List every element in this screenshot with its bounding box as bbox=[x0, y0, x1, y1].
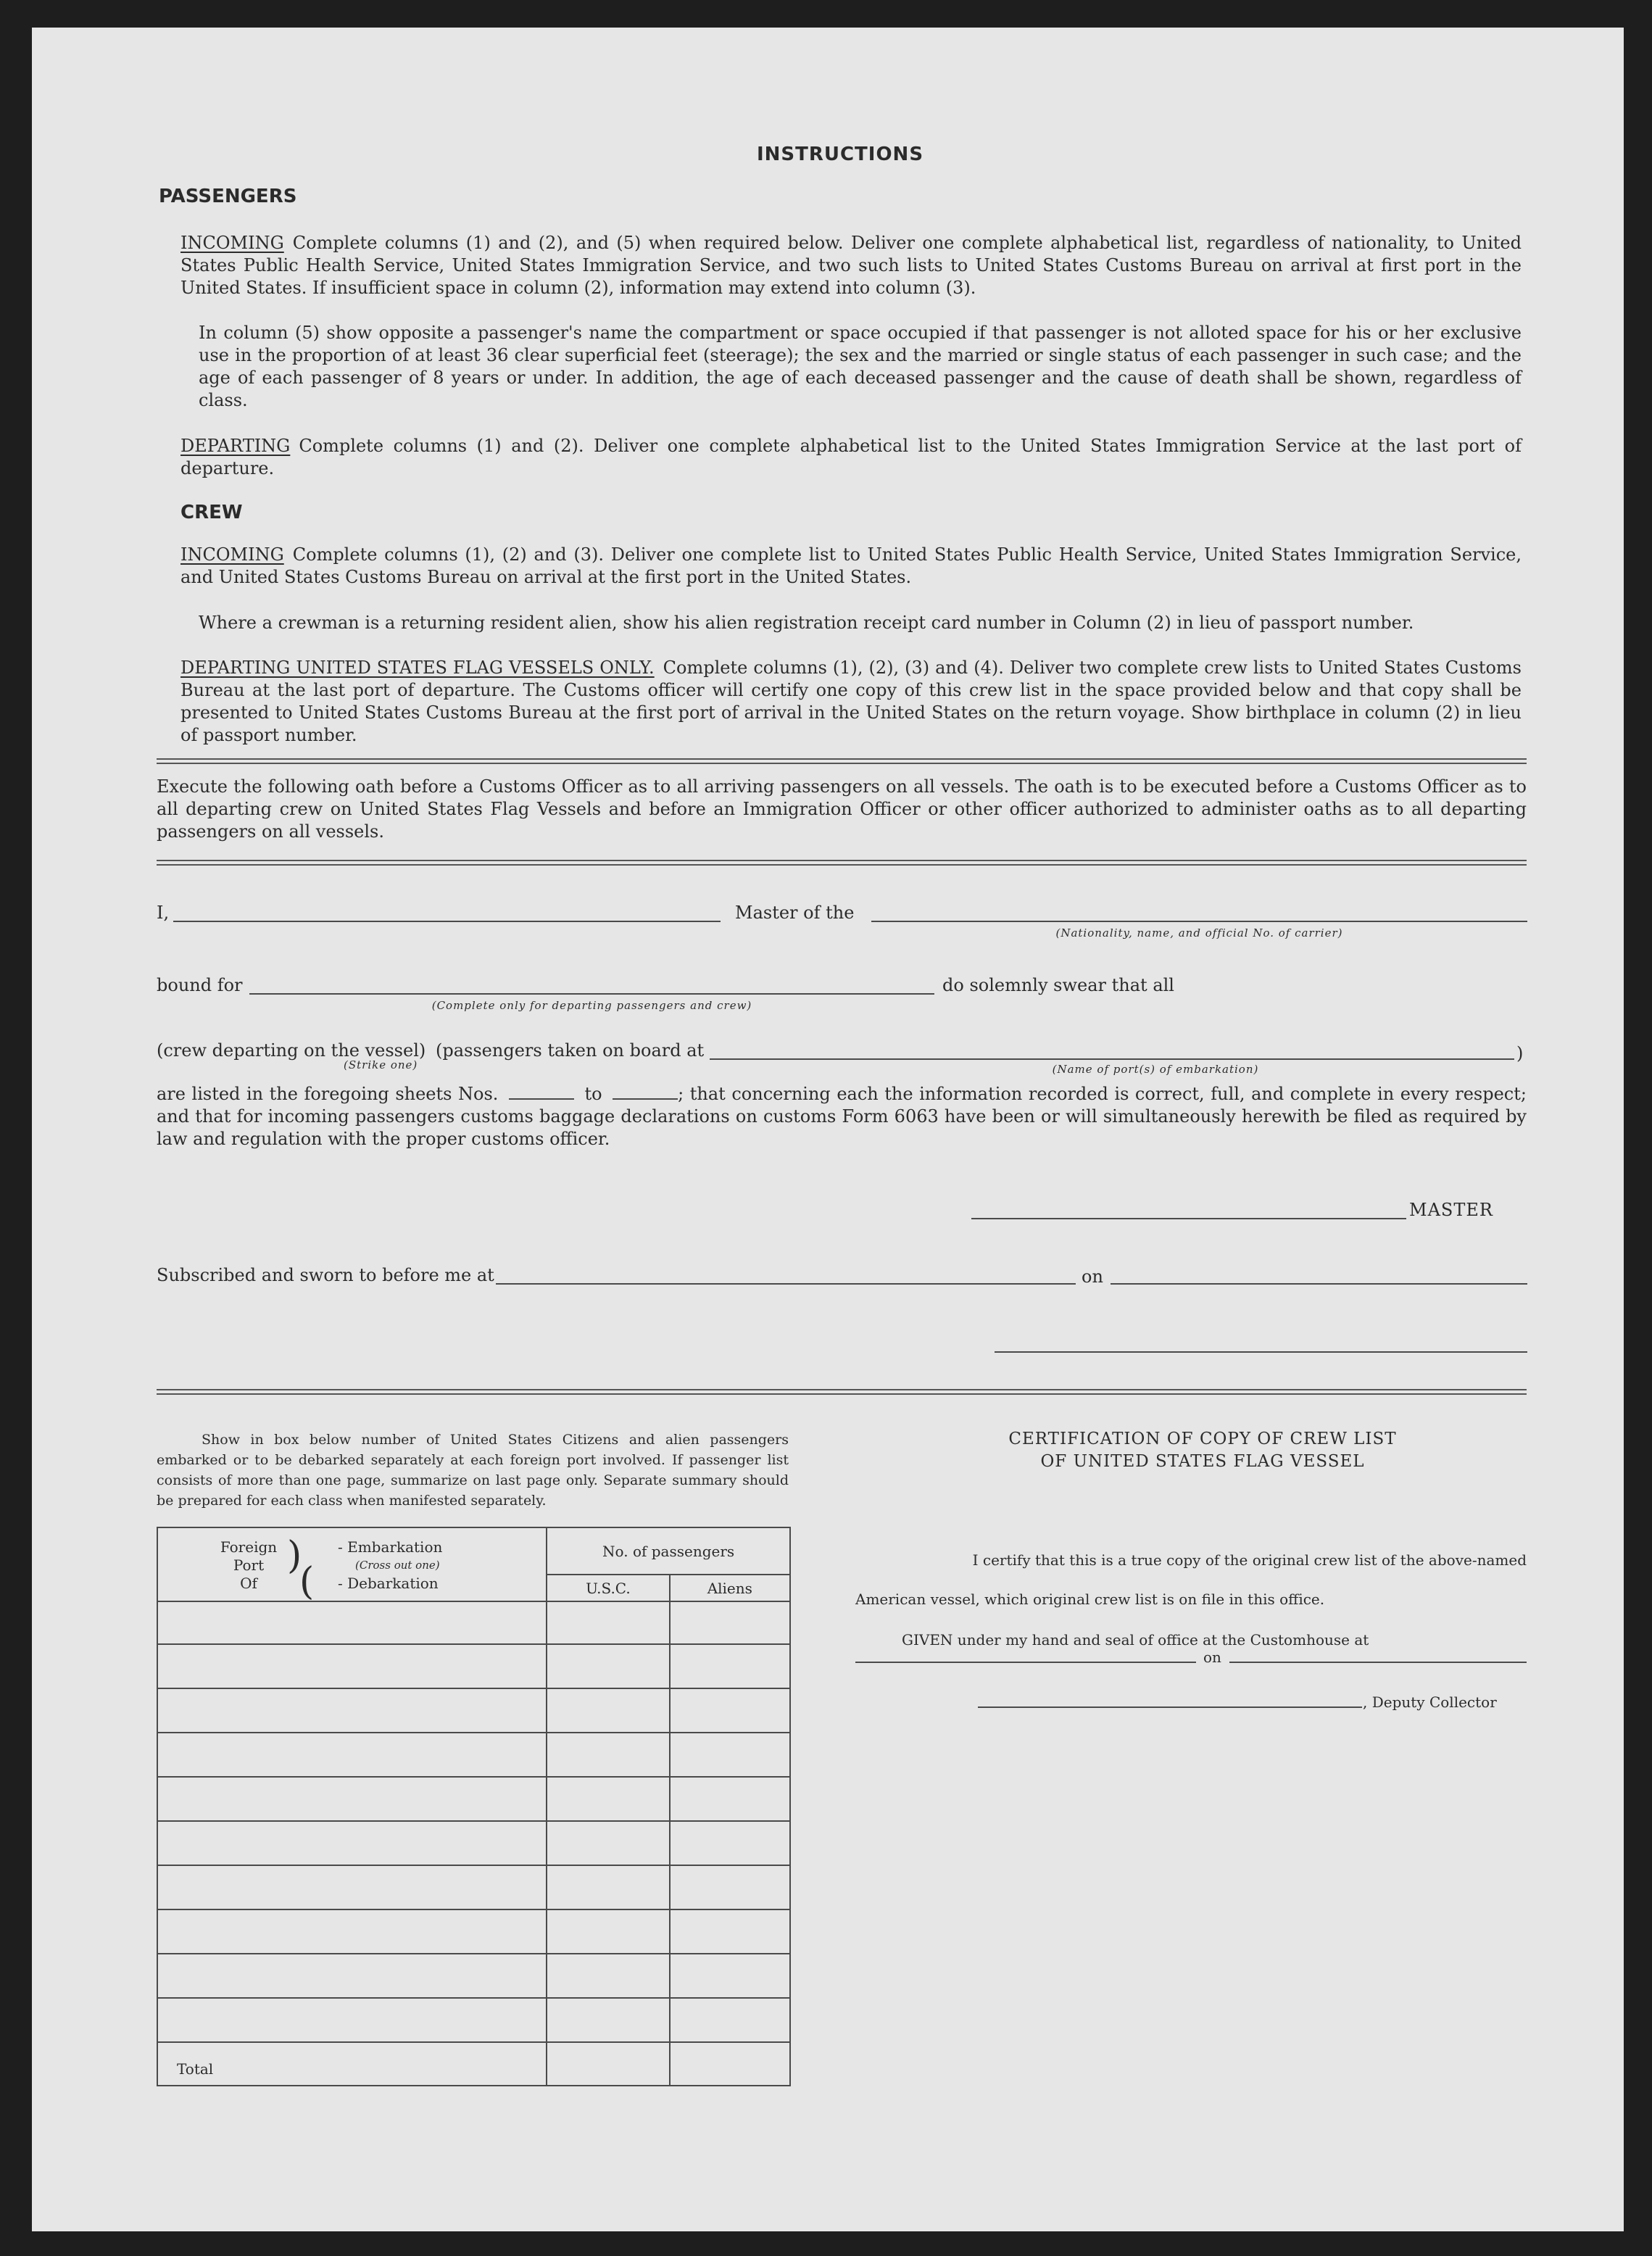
crew-departing-text: Complete columns (1), (2), (3) and (4). Deliver two complete crew lists to United States Customs Bureau at the last port of departure. The Customs officer will certify one copy of this crew list in the space provided below and that copy shall be presented to United States Customs Bureau at the first port of arrival in the United States on the return voyage. Show birthplace in column (2) in lieu of passport number. bbox=[180, 658, 1522, 745]
port-cell[interactable] bbox=[157, 1998, 547, 2042]
crew-departing-label: DEPARTING UNITED STATES FLAG VESSELS ONLY. bbox=[180, 658, 655, 678]
aliens-cell[interactable] bbox=[670, 1644, 790, 1688]
passengers-incoming-paragraph bbox=[180, 232, 1522, 299]
deputy-collector-label: , Deputy Collector bbox=[1363, 1693, 1497, 1711]
customhouse-field[interactable] bbox=[855, 1662, 1196, 1663]
certify-paragraph bbox=[157, 1083, 1527, 1150]
certification-title-line2: OF UNITED STATES FLAG VESSEL bbox=[1040, 1452, 1365, 1471]
of-label: Of bbox=[240, 1575, 257, 1592]
cert-date-field[interactable] bbox=[1229, 1662, 1527, 1663]
table-row bbox=[157, 1865, 790, 1909]
total-row bbox=[157, 2042, 790, 2086]
aliens-cell[interactable] bbox=[670, 1909, 790, 1954]
passengers-departing-label: DEPARTING bbox=[180, 436, 291, 456]
passengers-incoming-text: Complete columns (1) and (2), and (5) when required below. Deliver one complete alphabetical list, regardless of nationality, to United States Public Health Service, United States Immigration Service, and two such lists to United States Customs Bureau on arrival at first port in the United States. If insufficient space in column (2), information may extend into column (3). bbox=[180, 233, 1522, 298]
passengers-heading: PASSENGERS bbox=[159, 186, 297, 207]
aliens-cell[interactable] bbox=[670, 1688, 790, 1733]
cert-on-label: on bbox=[1203, 1649, 1221, 1666]
usc-total-cell[interactable] bbox=[547, 2042, 669, 2086]
embarkation-option[interactable]: - Embarkation bbox=[338, 1538, 443, 1556]
port-cell[interactable] bbox=[157, 1733, 547, 1777]
bound-for-field[interactable] bbox=[249, 993, 934, 995]
crew-incoming-paragraph bbox=[180, 544, 1522, 589]
passenger-summary-table bbox=[157, 1527, 791, 2086]
aliens-cell[interactable] bbox=[670, 1865, 790, 1909]
port-cell[interactable] bbox=[157, 1909, 547, 1954]
aliens-cell[interactable] bbox=[670, 1601, 790, 1644]
officer-signature-field[interactable] bbox=[995, 1351, 1527, 1353]
section-divider bbox=[157, 1389, 1527, 1395]
master-label: MASTER bbox=[1409, 1200, 1493, 1220]
aliens-cell[interactable] bbox=[670, 1954, 790, 1998]
table-row bbox=[157, 1733, 790, 1777]
strike-caption: (Strike one) bbox=[344, 1058, 418, 1071]
port-cell[interactable] bbox=[157, 1601, 547, 1644]
sworn-location-field[interactable] bbox=[496, 1283, 1076, 1285]
table-row bbox=[157, 1688, 790, 1733]
crew-heading: CREW bbox=[180, 502, 243, 523]
port-cell[interactable] bbox=[157, 1777, 547, 1821]
usc-cell[interactable] bbox=[547, 1821, 669, 1865]
crew-incoming-label: INCOMING bbox=[180, 544, 284, 565]
master-of-label: Master of the bbox=[735, 903, 855, 923]
usc-cell[interactable] bbox=[547, 1998, 669, 2042]
cross-out-caption: (Cross out one) bbox=[355, 1559, 440, 1572]
port-cell[interactable] bbox=[157, 1865, 547, 1909]
usc-cell[interactable] bbox=[547, 1909, 669, 1954]
port-cell[interactable] bbox=[157, 1954, 547, 1998]
usc-cell[interactable] bbox=[547, 1954, 669, 1998]
aliens-cell[interactable] bbox=[670, 1998, 790, 2042]
passengers-incoming-label: INCOMING bbox=[180, 233, 284, 253]
aliens-cell[interactable] bbox=[670, 1821, 790, 1865]
aliens-cell[interactable] bbox=[670, 1777, 790, 1821]
deputy-signature-field[interactable] bbox=[978, 1706, 1362, 1708]
sheet-from-field[interactable] bbox=[509, 1087, 574, 1100]
swear-label: do solemnly swear that all bbox=[942, 975, 1174, 995]
ports-caption: (Name of port(s) of embarkation) bbox=[1052, 1063, 1259, 1076]
certify-line1: I certify that this is a true copy of the original crew list of the above-named bbox=[972, 1551, 1527, 1569]
passengers-taken-option: (passengers taken on board at bbox=[436, 1040, 705, 1061]
listed-label: are listed in the foregoing sheets Nos. bbox=[157, 1084, 499, 1104]
usc-header: U.S.C. bbox=[547, 1575, 669, 1601]
section-divider bbox=[157, 860, 1527, 866]
sworn-on-label: on bbox=[1082, 1266, 1103, 1287]
total-label: Total bbox=[157, 2042, 547, 2086]
crew-departing-option: (crew departing on the vessel) bbox=[157, 1040, 426, 1061]
debarkation-option[interactable]: - Debarkation bbox=[338, 1575, 439, 1592]
form-sheet bbox=[32, 28, 1624, 2231]
usc-cell[interactable] bbox=[547, 1865, 669, 1909]
crew-departing-paragraph bbox=[180, 657, 1522, 747]
foreign-port-header bbox=[157, 1527, 547, 1604]
no-passengers-header: No. of passengers bbox=[547, 1527, 790, 1575]
sheet-to-field[interactable] bbox=[613, 1087, 678, 1100]
foreign-label: Foreign bbox=[220, 1538, 278, 1556]
section-divider bbox=[157, 758, 1527, 764]
master-name-field[interactable] bbox=[173, 921, 721, 922]
usc-cell[interactable] bbox=[547, 1777, 669, 1821]
crew-resident-paragraph: Where a crewman is a returning resident alien, show his alien registration receipt card number in Column (2) in lieu of passport number. bbox=[199, 613, 1414, 633]
crew-incoming-text: Complete columns (1), (2) and (3). Deliver one complete list to United States Public Health Service, United States Immigration Service, and United States Customs Bureau on arrival at the first port in the United States. bbox=[180, 544, 1522, 587]
passengers-departing-paragraph bbox=[180, 435, 1522, 480]
certification-title-line1: CERTIFICATION OF COPY OF CREW LIST bbox=[1008, 1430, 1397, 1448]
usc-cell[interactable] bbox=[547, 1733, 669, 1777]
port-cell[interactable] bbox=[157, 1688, 547, 1733]
sworn-date-field[interactable] bbox=[1111, 1283, 1527, 1285]
usc-cell[interactable] bbox=[547, 1601, 669, 1644]
table-row bbox=[157, 1821, 790, 1865]
embarkation-ports-field[interactable] bbox=[710, 1058, 1514, 1060]
bound-for-label: bound for bbox=[157, 975, 243, 995]
to-label: to bbox=[584, 1084, 602, 1104]
certify-text: ; that concerning each the information recorded is correct, full, and complete in every respect; and that for incoming passengers customs baggage declarations on customs Form 6063 have been or will simultaneously herewith be filed as required by law and regulation with the proper customs officer. bbox=[157, 1084, 1527, 1149]
table-row bbox=[157, 1909, 790, 1954]
oath-i-label: I, bbox=[157, 903, 170, 923]
passengers-departing-text: Complete columns (1) and (2). Deliver one complete alphabetical list to the United States Immigration Service at the last port of departure. bbox=[180, 436, 1522, 478]
carrier-field[interactable] bbox=[871, 921, 1527, 922]
given-text: GIVEN under my hand and seal of office at the Customhouse at bbox=[902, 1631, 1369, 1649]
table-row bbox=[157, 1644, 790, 1688]
brace-left: ) bbox=[287, 1534, 302, 1577]
table-row bbox=[157, 1954, 790, 1998]
oath-instruction: Execute the following oath before a Customs Officer as to all arriving passengers on all vessels. The oath is to be executed before a Customs Officer as to all departing crew on United States Flag Vessels and before an Immigration Officer or other officer authorized to administer oaths as to all departing passengers on all vessels. bbox=[157, 776, 1527, 842]
table-row bbox=[157, 1601, 790, 1644]
certification-title bbox=[887, 1428, 1518, 1473]
certify-line2: American vessel, which original crew list is on file in this office. bbox=[855, 1591, 1325, 1608]
bound-for-caption: (Complete only for departing passengers and crew) bbox=[431, 999, 752, 1012]
aliens-header: Aliens bbox=[670, 1575, 790, 1601]
port-cell[interactable] bbox=[157, 1821, 547, 1865]
aliens-cell[interactable] bbox=[670, 1733, 790, 1777]
carrier-caption: (Nationality, name, and official No. of carrier) bbox=[1055, 926, 1343, 940]
port-cell[interactable] bbox=[157, 1644, 547, 1688]
usc-cell[interactable] bbox=[547, 1688, 669, 1733]
close-paren: ) bbox=[1516, 1043, 1524, 1063]
table-row bbox=[157, 1998, 790, 2042]
brace-right: ) bbox=[299, 1560, 315, 1604]
table-row bbox=[157, 1777, 790, 1821]
master-signature-field[interactable] bbox=[971, 1218, 1406, 1219]
subscribed-label: Subscribed and sworn to before me at bbox=[157, 1265, 494, 1285]
port-label: Port bbox=[233, 1556, 265, 1574]
passengers-column5-paragraph: In column (5) show opposite a passenger's name the compartment or space occupied if that passenger is not alloted space for his or her exclusive use in the proportion of at least 36 clear superficial feet (steerage); the sex and the married or single status of each passenger in such case; and the age of each passenger of 8 years or under. In addition, the age of each deceased passenger and the cause of death shall be shown, regardless of class. bbox=[199, 323, 1522, 410]
summary-intro: Show in box below number of United States Citizens and alien passengers embarked or to be debarked separately at each foreign port involved. If passenger list consists of more than one page, summarize on last page only. Separate summary should be prepared for each class when manifested separately. bbox=[157, 1432, 789, 1509]
aliens-total-cell[interactable] bbox=[670, 2042, 790, 2086]
page-title: INSTRUCTIONS bbox=[756, 144, 924, 165]
usc-cell[interactable] bbox=[547, 1644, 669, 1688]
